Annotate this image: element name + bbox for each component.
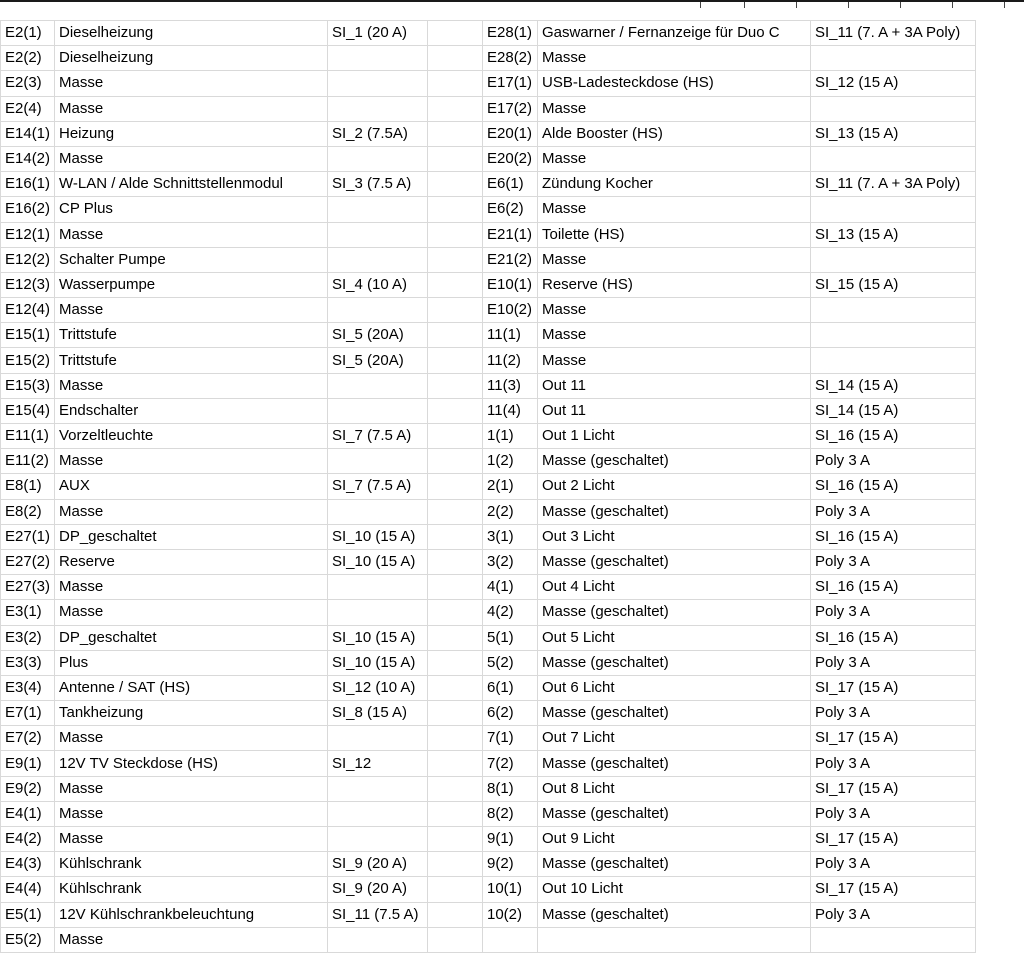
left-function-cell: Masse xyxy=(55,449,328,474)
right-pin-cell: 7(1) xyxy=(483,726,538,751)
left-fuse-cell: SI_5 (20A) xyxy=(328,348,428,373)
left-function-cell: Masse xyxy=(55,96,328,121)
right-pin-cell: 4(1) xyxy=(483,575,538,600)
spacer-cell xyxy=(428,625,483,650)
left-function-cell: Masse xyxy=(55,499,328,524)
right-pin-cell: E28(2) xyxy=(483,46,538,71)
left-pin-cell: E7(1) xyxy=(1,701,55,726)
left-function-cell: W-LAN / Alde Schnittstellenmodul xyxy=(55,172,328,197)
right-fuse-cell: Poly 3 A xyxy=(811,600,976,625)
left-function-cell: Dieselheizung xyxy=(55,21,328,46)
left-function-cell: Masse xyxy=(55,726,328,751)
right-pin-cell: E17(1) xyxy=(483,71,538,96)
right-fuse-cell: SI_17 (15 A) xyxy=(811,675,976,700)
right-function-cell: Out 10 Licht xyxy=(538,877,811,902)
right-function-cell: Masse (geschaltet) xyxy=(538,852,811,877)
left-pin-cell: E9(2) xyxy=(1,776,55,801)
left-fuse-cell: SI_8 (15 A) xyxy=(328,701,428,726)
left-pin-cell: E2(2) xyxy=(1,46,55,71)
right-fuse-cell: Poly 3 A xyxy=(811,449,976,474)
spacer-cell xyxy=(428,373,483,398)
right-fuse-cell: SI_16 (15 A) xyxy=(811,575,976,600)
right-pin-cell: E6(1) xyxy=(483,172,538,197)
spacer-cell xyxy=(428,575,483,600)
table-row xyxy=(1,524,976,549)
spacer-cell xyxy=(428,146,483,171)
right-fuse-cell: SI_16 (15 A) xyxy=(811,524,976,549)
left-pin-cell: E14(1) xyxy=(1,121,55,146)
right-pin-cell xyxy=(483,927,538,952)
right-fuse-cell: Poly 3 A xyxy=(811,801,976,826)
left-pin-cell: E2(4) xyxy=(1,96,55,121)
right-pin-cell: 4(2) xyxy=(483,600,538,625)
left-pin-cell: E16(2) xyxy=(1,197,55,222)
left-pin-cell: E15(4) xyxy=(1,398,55,423)
table-row xyxy=(1,21,976,46)
table-row xyxy=(1,348,976,373)
left-function-cell: Wasserpumpe xyxy=(55,272,328,297)
left-pin-cell: E7(2) xyxy=(1,726,55,751)
left-fuse-cell xyxy=(328,726,428,751)
left-pin-cell: E4(2) xyxy=(1,827,55,852)
left-fuse-cell xyxy=(328,146,428,171)
right-pin-cell: 11(4) xyxy=(483,398,538,423)
right-fuse-cell xyxy=(811,197,976,222)
left-function-cell: Masse xyxy=(55,222,328,247)
left-function-cell: Trittstufe xyxy=(55,323,328,348)
left-function-cell: Masse xyxy=(55,373,328,398)
left-pin-cell: E8(2) xyxy=(1,499,55,524)
left-function-cell: Schalter Pumpe xyxy=(55,247,328,272)
table-row xyxy=(1,575,976,600)
right-fuse-cell: SI_17 (15 A) xyxy=(811,726,976,751)
right-pin-cell: 3(2) xyxy=(483,549,538,574)
right-fuse-cell xyxy=(811,927,976,952)
left-function-cell: DP_geschaltet xyxy=(55,524,328,549)
left-pin-cell: E4(1) xyxy=(1,801,55,826)
table-row xyxy=(1,549,976,574)
left-function-cell: Masse xyxy=(55,71,328,96)
right-fuse-cell: Poly 3 A xyxy=(811,701,976,726)
right-fuse-cell xyxy=(811,323,976,348)
right-fuse-cell: SI_16 (15 A) xyxy=(811,625,976,650)
right-function-cell: Out 5 Licht xyxy=(538,625,811,650)
spacer-cell xyxy=(428,902,483,927)
right-function-cell: Out 11 xyxy=(538,398,811,423)
spacer-cell xyxy=(428,46,483,71)
left-pin-cell: E12(4) xyxy=(1,298,55,323)
left-pin-cell: E15(3) xyxy=(1,373,55,398)
left-function-cell: Plus xyxy=(55,650,328,675)
left-pin-cell: E2(1) xyxy=(1,21,55,46)
table-row xyxy=(1,373,976,398)
left-pin-cell: E27(1) xyxy=(1,524,55,549)
right-function-cell: Masse (geschaltet) xyxy=(538,650,811,675)
left-pin-cell: E3(2) xyxy=(1,625,55,650)
left-pin-cell: E8(1) xyxy=(1,474,55,499)
left-fuse-cell: SI_10 (15 A) xyxy=(328,549,428,574)
right-function-cell: Out 2 Licht xyxy=(538,474,811,499)
left-function-cell: Masse xyxy=(55,827,328,852)
right-pin-cell: 10(2) xyxy=(483,902,538,927)
right-function-cell: Masse xyxy=(538,323,811,348)
left-pin-cell: E16(1) xyxy=(1,172,55,197)
right-function-cell: Masse (geschaltet) xyxy=(538,549,811,574)
table-row xyxy=(1,726,976,751)
left-function-cell: Tankheizung xyxy=(55,701,328,726)
left-function-cell: Masse xyxy=(55,927,328,952)
right-fuse-cell xyxy=(811,96,976,121)
right-fuse-cell: SI_16 (15 A) xyxy=(811,474,976,499)
left-pin-cell: E11(1) xyxy=(1,424,55,449)
left-function-cell: Masse xyxy=(55,298,328,323)
table-row xyxy=(1,398,976,423)
left-pin-cell: E12(2) xyxy=(1,247,55,272)
right-pin-cell: 5(2) xyxy=(483,650,538,675)
right-function-cell: Masse xyxy=(538,348,811,373)
table-row xyxy=(1,776,976,801)
spacer-cell xyxy=(428,726,483,751)
right-pin-cell: E10(1) xyxy=(483,272,538,297)
right-fuse-cell: Poly 3 A xyxy=(811,852,976,877)
spacer-cell xyxy=(428,172,483,197)
left-fuse-cell: SI_10 (15 A) xyxy=(328,524,428,549)
table-row xyxy=(1,96,976,121)
right-pin-cell: 1(2) xyxy=(483,449,538,474)
right-fuse-cell: SI_14 (15 A) xyxy=(811,398,976,423)
spacer-cell xyxy=(428,449,483,474)
left-fuse-cell: SI_2 (7.5A) xyxy=(328,121,428,146)
spacer-cell xyxy=(428,650,483,675)
right-function-cell: Toilette (HS) xyxy=(538,222,811,247)
right-pin-cell: E6(2) xyxy=(483,197,538,222)
right-pin-cell: 6(2) xyxy=(483,701,538,726)
right-pin-cell: E28(1) xyxy=(483,21,538,46)
right-fuse-cell xyxy=(811,46,976,71)
left-fuse-cell: SI_7 (7.5 A) xyxy=(328,474,428,499)
left-function-cell: Dieselheizung xyxy=(55,46,328,71)
right-pin-cell: E17(2) xyxy=(483,96,538,121)
left-function-cell: Masse xyxy=(55,776,328,801)
spacer-cell xyxy=(428,21,483,46)
left-fuse-cell xyxy=(328,197,428,222)
left-function-cell: Vorzeltleuchte xyxy=(55,424,328,449)
right-function-cell: Masse (geschaltet) xyxy=(538,499,811,524)
left-function-cell: Kühlschrank xyxy=(55,877,328,902)
right-fuse-cell: Poly 3 A xyxy=(811,902,976,927)
table-row xyxy=(1,197,976,222)
spacer-cell xyxy=(428,197,483,222)
left-function-cell: Kühlschrank xyxy=(55,852,328,877)
right-fuse-cell: SI_17 (15 A) xyxy=(811,877,976,902)
table-row xyxy=(1,927,976,952)
spacer-cell xyxy=(428,272,483,297)
right-fuse-cell: Poly 3 A xyxy=(811,549,976,574)
left-function-cell: Antenne / SAT (HS) xyxy=(55,675,328,700)
right-function-cell: Zündung Kocher xyxy=(538,172,811,197)
left-function-cell: Masse xyxy=(55,801,328,826)
right-fuse-cell: SI_12 (15 A) xyxy=(811,71,976,96)
spacer-cell xyxy=(428,298,483,323)
right-pin-cell: E20(1) xyxy=(483,121,538,146)
right-fuse-cell xyxy=(811,298,976,323)
left-fuse-cell xyxy=(328,776,428,801)
table-row xyxy=(1,146,976,171)
right-function-cell: Masse xyxy=(538,96,811,121)
spacer-cell xyxy=(428,827,483,852)
right-fuse-cell: SI_15 (15 A) xyxy=(811,272,976,297)
left-pin-cell: E27(2) xyxy=(1,549,55,574)
right-function-cell: Masse xyxy=(538,298,811,323)
table-row xyxy=(1,474,976,499)
right-function-cell: USB-Ladesteckdose (HS) xyxy=(538,71,811,96)
right-pin-cell: E21(2) xyxy=(483,247,538,272)
right-fuse-cell: Poly 3 A xyxy=(811,499,976,524)
table-row xyxy=(1,827,976,852)
right-function-cell: Out 11 xyxy=(538,373,811,398)
left-pin-cell: E5(2) xyxy=(1,927,55,952)
left-pin-cell: E14(2) xyxy=(1,146,55,171)
right-function-cell: Masse (geschaltet) xyxy=(538,701,811,726)
right-fuse-cell: SI_13 (15 A) xyxy=(811,121,976,146)
left-function-cell: AUX xyxy=(55,474,328,499)
table-row xyxy=(1,247,976,272)
right-function-cell: Masse xyxy=(538,146,811,171)
table-row xyxy=(1,701,976,726)
right-function-cell: Out 4 Licht xyxy=(538,575,811,600)
right-pin-cell: 5(1) xyxy=(483,625,538,650)
left-fuse-cell xyxy=(328,247,428,272)
right-function-cell: Masse xyxy=(538,46,811,71)
right-function-cell: Masse (geschaltet) xyxy=(538,751,811,776)
table-row xyxy=(1,272,976,297)
spacer-cell xyxy=(428,121,483,146)
left-pin-cell: E9(1) xyxy=(1,751,55,776)
spacer-cell xyxy=(428,499,483,524)
right-pin-cell: 1(1) xyxy=(483,424,538,449)
left-function-cell: Trittstufe xyxy=(55,348,328,373)
right-pin-cell: E10(2) xyxy=(483,298,538,323)
left-pin-cell: E3(4) xyxy=(1,675,55,700)
right-function-cell: Gaswarner / Fernanzeige für Duo C xyxy=(538,21,811,46)
left-pin-cell: E27(3) xyxy=(1,575,55,600)
left-fuse-cell: SI_4 (10 A) xyxy=(328,272,428,297)
left-function-cell: Endschalter xyxy=(55,398,328,423)
right-function-cell: Masse xyxy=(538,197,811,222)
table-body xyxy=(1,21,976,953)
left-pin-cell: E4(4) xyxy=(1,877,55,902)
left-fuse-cell xyxy=(328,827,428,852)
right-pin-cell: 8(1) xyxy=(483,776,538,801)
table-row xyxy=(1,46,976,71)
table-row xyxy=(1,625,976,650)
right-function-cell: Masse xyxy=(538,247,811,272)
left-function-cell: Heizung xyxy=(55,121,328,146)
table-row xyxy=(1,877,976,902)
right-function-cell: Masse (geschaltet) xyxy=(538,600,811,625)
right-fuse-cell: Poly 3 A xyxy=(811,650,976,675)
right-pin-cell: E20(2) xyxy=(483,146,538,171)
left-function-cell: Reserve xyxy=(55,549,328,574)
spacer-cell xyxy=(428,600,483,625)
right-pin-cell: 2(1) xyxy=(483,474,538,499)
table-row xyxy=(1,298,976,323)
right-fuse-cell: SI_16 (15 A) xyxy=(811,424,976,449)
left-pin-cell: E15(1) xyxy=(1,323,55,348)
right-fuse-cell: SI_11 (7. A + 3A Poly) xyxy=(811,172,976,197)
left-pin-cell: E15(2) xyxy=(1,348,55,373)
left-function-cell: Masse xyxy=(55,146,328,171)
spacer-cell xyxy=(428,549,483,574)
pin-assignment-table xyxy=(0,20,976,953)
left-pin-cell: E2(3) xyxy=(1,71,55,96)
right-fuse-cell: Poly 3 A xyxy=(811,751,976,776)
spacer-cell xyxy=(428,474,483,499)
left-fuse-cell xyxy=(328,373,428,398)
left-fuse-cell: SI_10 (15 A) xyxy=(328,625,428,650)
right-function-cell: Out 8 Licht xyxy=(538,776,811,801)
spacer-cell xyxy=(428,877,483,902)
table-row xyxy=(1,172,976,197)
table-row xyxy=(1,499,976,524)
left-fuse-cell xyxy=(328,801,428,826)
left-fuse-cell: SI_3 (7.5 A) xyxy=(328,172,428,197)
spacer-cell xyxy=(428,927,483,952)
right-function-cell: Reserve (HS) xyxy=(538,272,811,297)
left-fuse-cell xyxy=(328,449,428,474)
spacer-cell xyxy=(428,701,483,726)
right-fuse-cell xyxy=(811,348,976,373)
left-fuse-cell xyxy=(328,71,428,96)
table-row xyxy=(1,222,976,247)
right-pin-cell: 9(1) xyxy=(483,827,538,852)
spacer-cell xyxy=(428,524,483,549)
left-fuse-cell: SI_9 (20 A) xyxy=(328,877,428,902)
table-row xyxy=(1,600,976,625)
right-fuse-cell xyxy=(811,247,976,272)
right-function-cell: Out 6 Licht xyxy=(538,675,811,700)
left-function-cell: 12V TV Steckdose (HS) xyxy=(55,751,328,776)
left-fuse-cell xyxy=(328,298,428,323)
right-function-cell: Out 7 Licht xyxy=(538,726,811,751)
left-fuse-cell: SI_7 (7.5 A) xyxy=(328,424,428,449)
spacer-cell xyxy=(428,801,483,826)
table-row xyxy=(1,751,976,776)
left-fuse-cell: SI_11 (7.5 A) xyxy=(328,902,428,927)
table-row xyxy=(1,71,976,96)
right-pin-cell: 3(1) xyxy=(483,524,538,549)
spacer-cell xyxy=(428,424,483,449)
right-pin-cell: 6(1) xyxy=(483,675,538,700)
table-row xyxy=(1,675,976,700)
spacer-cell xyxy=(428,96,483,121)
right-pin-cell: 9(2) xyxy=(483,852,538,877)
right-pin-cell: 11(1) xyxy=(483,323,538,348)
left-fuse-cell: SI_12 (10 A) xyxy=(328,675,428,700)
left-function-cell: DP_geschaltet xyxy=(55,625,328,650)
spacer-cell xyxy=(428,348,483,373)
table-row xyxy=(1,801,976,826)
spacer-cell xyxy=(428,71,483,96)
right-pin-cell: 10(1) xyxy=(483,877,538,902)
spacer-cell xyxy=(428,247,483,272)
right-function-cell: Masse (geschaltet) xyxy=(538,801,811,826)
spacer-cell xyxy=(428,852,483,877)
right-fuse-cell: SI_17 (15 A) xyxy=(811,827,976,852)
table-row xyxy=(1,852,976,877)
left-fuse-cell: SI_12 xyxy=(328,751,428,776)
left-pin-cell: E4(3) xyxy=(1,852,55,877)
left-function-cell: CP Plus xyxy=(55,197,328,222)
spacer-cell xyxy=(428,776,483,801)
right-fuse-cell: SI_14 (15 A) xyxy=(811,373,976,398)
left-pin-cell: E5(1) xyxy=(1,902,55,927)
left-fuse-cell: SI_10 (15 A) xyxy=(328,650,428,675)
table-row xyxy=(1,424,976,449)
left-pin-cell: E3(1) xyxy=(1,600,55,625)
right-function-cell: Out 9 Licht xyxy=(538,827,811,852)
right-fuse-cell: SI_17 (15 A) xyxy=(811,776,976,801)
top-cell-dividers xyxy=(700,2,1024,8)
left-fuse-cell: SI_1 (20 A) xyxy=(328,21,428,46)
left-fuse-cell xyxy=(328,222,428,247)
right-pin-cell: 11(2) xyxy=(483,348,538,373)
right-pin-cell: 2(2) xyxy=(483,499,538,524)
table-row xyxy=(1,121,976,146)
spacer-cell xyxy=(428,675,483,700)
left-fuse-cell xyxy=(328,927,428,952)
left-function-cell: Masse xyxy=(55,600,328,625)
right-fuse-cell: SI_13 (15 A) xyxy=(811,222,976,247)
right-function-cell xyxy=(538,927,811,952)
left-pin-cell: E11(2) xyxy=(1,449,55,474)
spacer-cell xyxy=(428,751,483,776)
left-function-cell: Masse xyxy=(55,575,328,600)
table-row xyxy=(1,449,976,474)
left-fuse-cell: SI_9 (20 A) xyxy=(328,852,428,877)
left-fuse-cell xyxy=(328,499,428,524)
left-fuse-cell: SI_5 (20A) xyxy=(328,323,428,348)
spacer-cell xyxy=(428,398,483,423)
left-function-cell: 12V Kühlschrankbeleuchtung xyxy=(55,902,328,927)
right-function-cell: Masse (geschaltet) xyxy=(538,902,811,927)
left-fuse-cell xyxy=(328,46,428,71)
right-fuse-cell: SI_11 (7. A + 3A Poly) xyxy=(811,21,976,46)
right-function-cell: Out 1 Licht xyxy=(538,424,811,449)
right-fuse-cell xyxy=(811,146,976,171)
left-fuse-cell xyxy=(328,575,428,600)
left-fuse-cell xyxy=(328,600,428,625)
table-row xyxy=(1,323,976,348)
table-row xyxy=(1,650,976,675)
right-function-cell: Masse (geschaltet) xyxy=(538,449,811,474)
right-pin-cell: E21(1) xyxy=(483,222,538,247)
right-function-cell: Alde Booster (HS) xyxy=(538,121,811,146)
left-fuse-cell xyxy=(328,96,428,121)
right-pin-cell: 7(2) xyxy=(483,751,538,776)
right-function-cell: Out 3 Licht xyxy=(538,524,811,549)
spacer-cell xyxy=(428,222,483,247)
left-pin-cell: E12(1) xyxy=(1,222,55,247)
left-pin-cell: E12(3) xyxy=(1,272,55,297)
right-pin-cell: 11(3) xyxy=(483,373,538,398)
spacer-cell xyxy=(428,323,483,348)
left-pin-cell: E3(3) xyxy=(1,650,55,675)
table-row xyxy=(1,902,976,927)
right-pin-cell: 8(2) xyxy=(483,801,538,826)
left-fuse-cell xyxy=(328,398,428,423)
